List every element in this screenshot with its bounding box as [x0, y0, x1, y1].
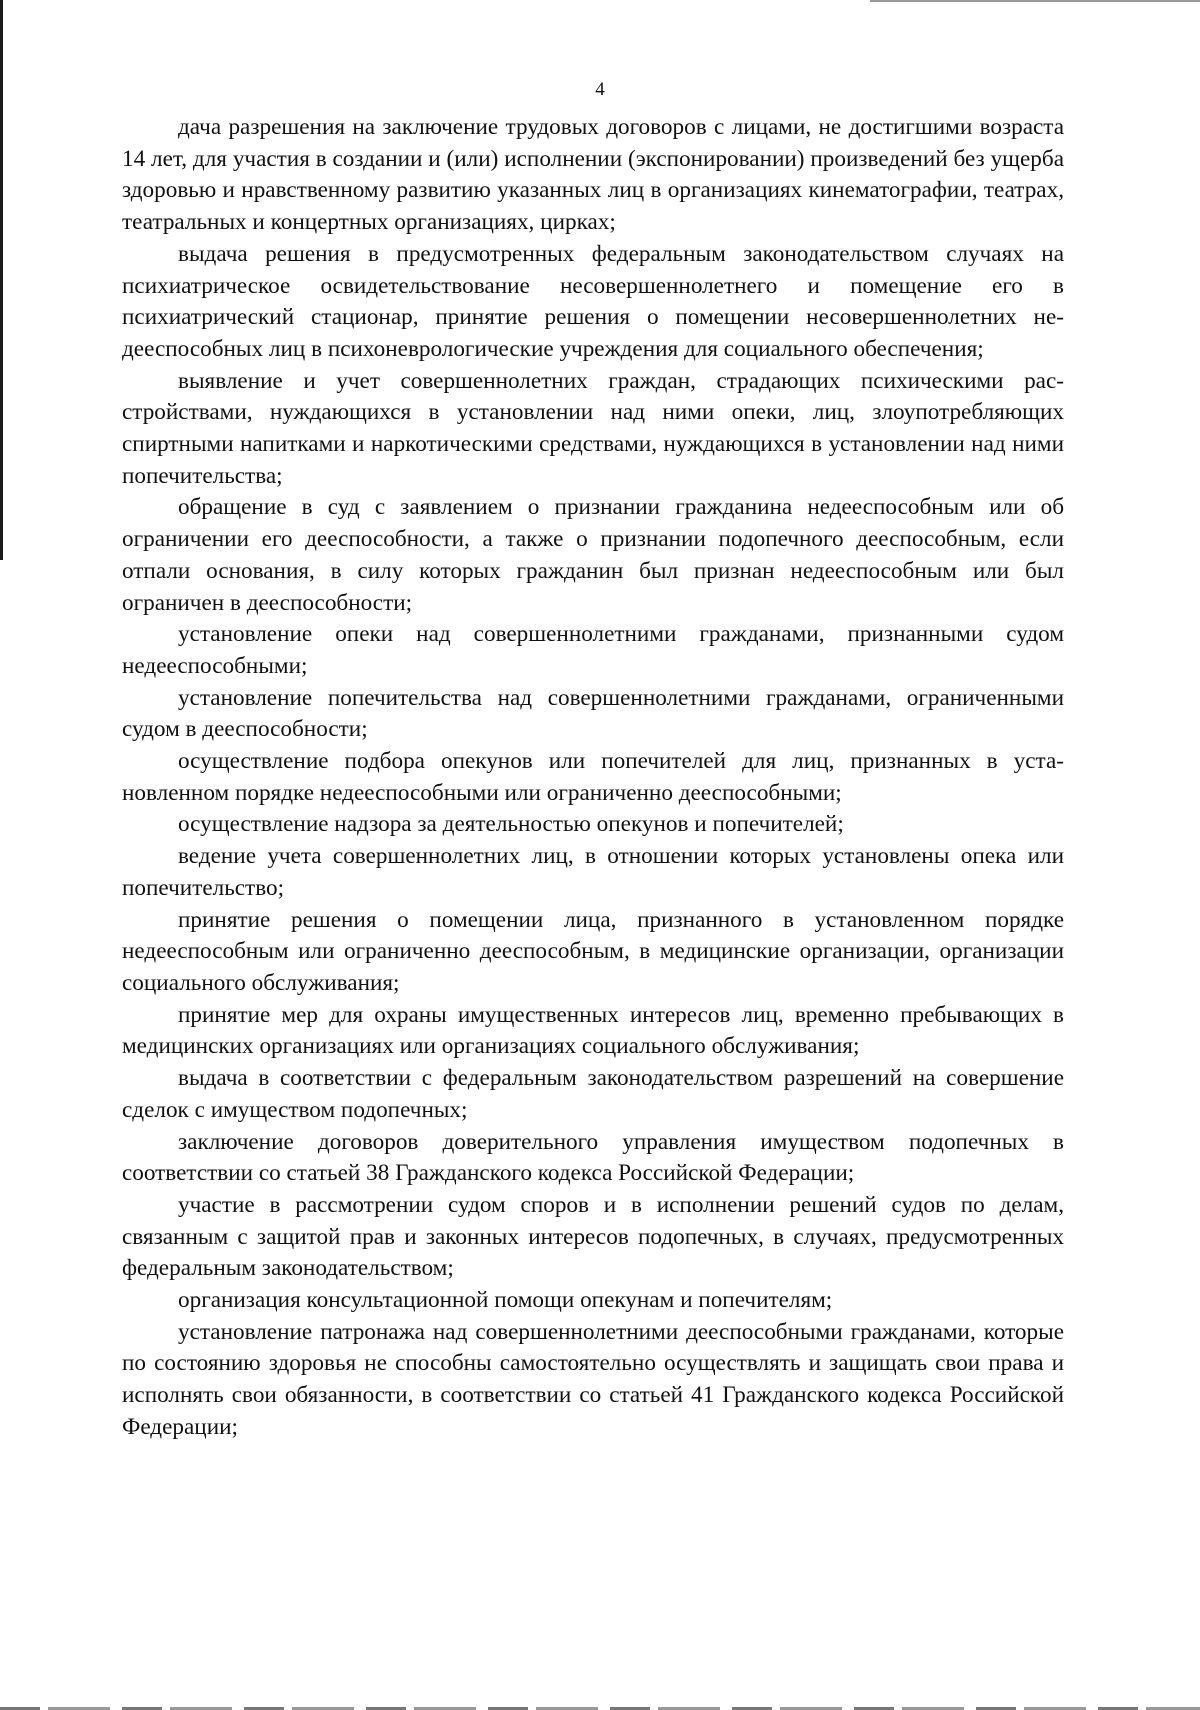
paragraph: осуществление подбора опекунов или попечителей для лиц, признанных в установленном порядке недееспособными или ограниченно дееспособными; — [122, 748, 1064, 806]
paragraph: принятие мер для охраны имущественных интересов лиц, временно пребывающих в медицинских организациях или организациях социального обслуживания; — [122, 1001, 1064, 1060]
paragraph: дача разрешения на заключение трудовых договоров с лицами, не достигшими возраста 14 лет, для участия в создании и (или) исполнении (экспонировании) произведений без ущерба здоровью и нравственному развитию указанных лиц в организациях кинематографии, театрах, театральных и концертных организациях, цирках; — [122, 114, 1064, 236]
paragraph: участие в рассмотрении судом споров и в исполнении решений судов по делам, связанным с защитой прав и законных интересов подопечных, в случаях, предусмотренных федеральным законодательством; — [122, 1191, 1064, 1282]
paragraph: установление патронажа над совершеннолетними дееспособными гражданами, которые по состоянию здоровья не способны самостоятельно осуществлять и защищать свои права и исполнять свои обязанности, в соответствии со статьей 41 Гражданского кодекса Российской Федерации; — [122, 1318, 1064, 1440]
paragraph: ведение учета совершеннолетних лиц, в отношении которых установлены опека или попечительство; — [122, 843, 1064, 901]
paragraph: выдача в соответствии с федеральным законодательством разрешений на совершение сделок с имуществом подопечных; — [122, 1065, 1064, 1123]
paragraph: выявление и учет совершеннолетних граждан, страдающих психическими расстройствами, нуждающихся в установлении над ними опеки, лиц, злоупотребляющих спиртными напитками и наркотическими средствами, нуждающихся в установлении над ними попечительства; — [122, 367, 1064, 489]
paragraph: заключение договоров доверительного управления имуществом подопечных в соответствии со статьей 38 Гражданского кодекса Российской Федерации; — [122, 1128, 1064, 1187]
scan-edge-top — [870, 0, 1200, 2]
page-number: 4 — [595, 79, 605, 100]
paragraph: установление опеки над совершеннолетними гражданами, признанными судом недееспособными; — [122, 621, 1064, 679]
paragraph: установление попечительства над совершеннолетними гражданами, ограниченными судом в дееспособности; — [122, 684, 1064, 743]
paragraph: принятие решения о помещении лица, признанного в установленном порядке недееспособным или ограниченно дееспособным, в медицинские организации, организации социального обслуживания; — [122, 906, 1064, 996]
paragraph: осуществление надзора за деятельностью опекунов и попечителей; — [178, 811, 844, 838]
body-text — [122, 112, 1064, 1444]
paragraph: выдача решения в предусмотренных федеральным законодательством случаях на психиатрическое освидетельствование несовершеннолетнего и помещение его в психиатрический стационар, принятие решения о помещении несовершеннолетних недееспособных лиц в психоневрологические учреждения для социального обеспечения; — [122, 240, 1064, 362]
paragraph: организация консультационной помощи опекунам и попечителям; — [178, 1287, 833, 1314]
paragraph: обращение в суд с заявлением о признании гражданина недееспособным или об ограничении его дееспособности, а также о признании подопечного дееспособным, если отпали основания, в силу которых гражданин был признан недееспособным или был ограничен в дееспособности; — [122, 494, 1064, 616]
